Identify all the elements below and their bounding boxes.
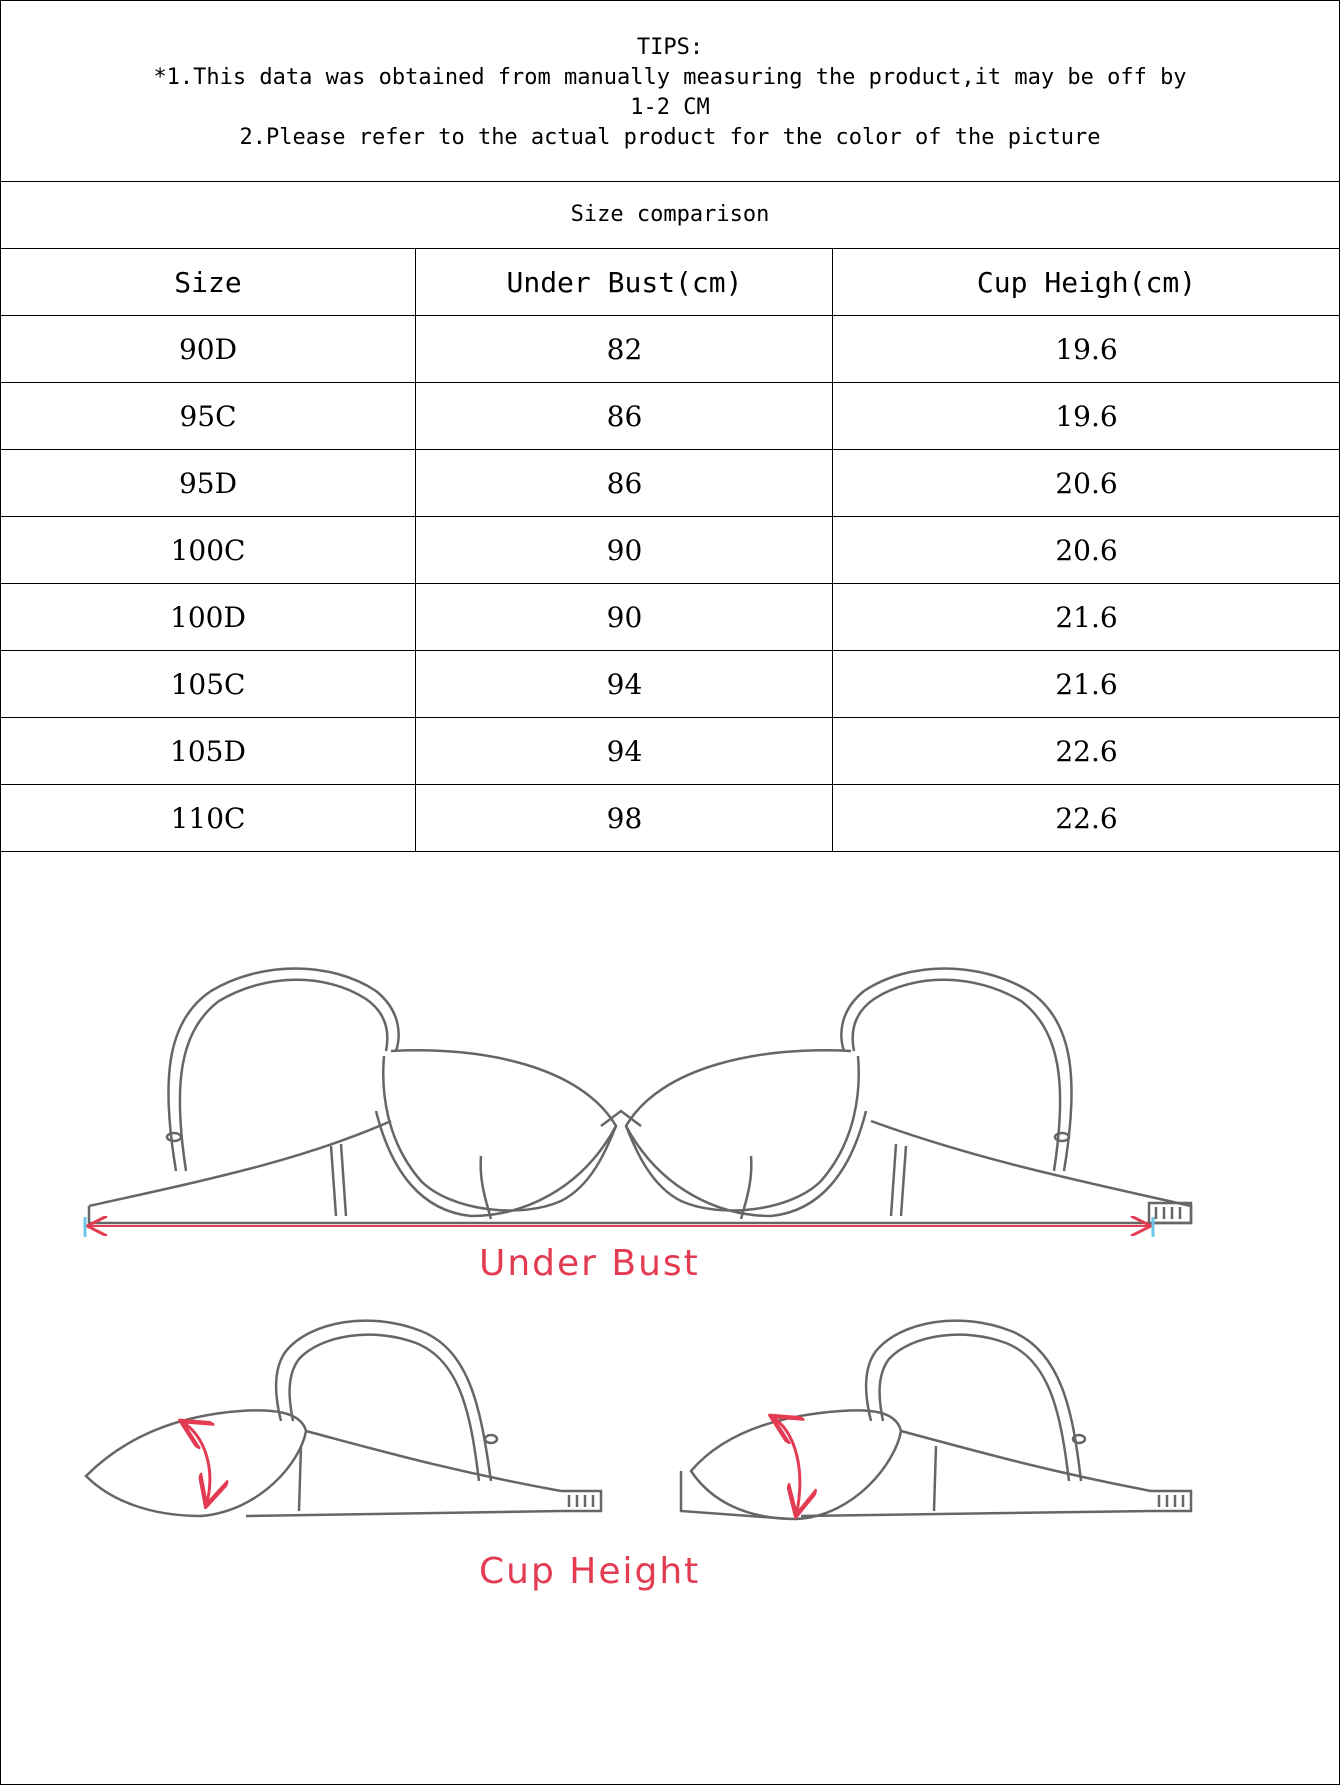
under-bust-cell: 90 (415, 584, 833, 650)
side-view-bra-left (86, 1321, 601, 1516)
under-bust-cell: 94 (415, 651, 833, 717)
table-header-row (1, 249, 1339, 316)
cup-height-cell: 21.6 (832, 584, 1340, 650)
bra-diagrams (1, 851, 1339, 1784)
under-bust-label: Under Bust (479, 1243, 700, 1284)
size-cell: 95C (179, 400, 237, 433)
table-row (1, 651, 1339, 718)
tips-line-1: *1.This data was obtained from manually measuring the product,it may be off by (153, 65, 1187, 90)
table-row (1, 584, 1339, 651)
size-cell: 105C (170, 668, 246, 701)
under-bust-cell: 86 (415, 450, 833, 516)
cup-height-cell: 22.6 (832, 718, 1340, 784)
under-bust-cell: 86 (415, 383, 833, 449)
side-view-bra-right (681, 1321, 1191, 1519)
table-row (1, 517, 1339, 584)
cup-height-arrow-left (181, 1421, 210, 1506)
table-row (1, 316, 1339, 383)
header-size: Size (174, 266, 242, 299)
header-under-bust: Under Bust(cm) (415, 249, 833, 315)
tips-line-2: 1-2 CM (630, 95, 710, 120)
tips-line-3: 2.Please refer to the actual product for the color of the picture (239, 125, 1101, 150)
cup-height-cell: 20.6 (832, 450, 1340, 516)
cup-height-cell: 19.6 (832, 383, 1340, 449)
size-cell: 90D (178, 333, 238, 366)
size-cell: 100C (170, 534, 246, 567)
measurement-illustration (1, 851, 1339, 1784)
table-row (1, 718, 1339, 785)
tips-section (1, 1, 1339, 182)
cup-height-cell: 21.6 (832, 651, 1340, 717)
size-cell: 105D (170, 735, 246, 768)
size-cell: 95D (178, 467, 238, 500)
size-cell: 110C (170, 802, 246, 835)
header-cup-height: Cup Heigh(cm) (832, 249, 1340, 315)
table-caption: Size comparison (1, 182, 1339, 249)
under-bust-cell: 90 (415, 517, 833, 583)
table-row (1, 450, 1339, 517)
cup-height-cell: 19.6 (832, 316, 1340, 382)
under-bust-cell: 82 (415, 316, 833, 382)
under-bust-cell: 98 (415, 785, 833, 851)
cup-height-cell: 20.6 (832, 517, 1340, 583)
size-cell: 100D (170, 601, 246, 634)
table-row (1, 785, 1339, 852)
cup-height-cell: 22.6 (832, 785, 1340, 851)
tips-title: TIPS: (636, 35, 704, 60)
under-bust-cell: 94 (415, 718, 833, 784)
cup-height-label: Cup Height (479, 1551, 701, 1592)
table-row (1, 383, 1339, 450)
front-view-bra (89, 969, 1191, 1224)
cup-height-arrow-right (771, 1416, 800, 1516)
